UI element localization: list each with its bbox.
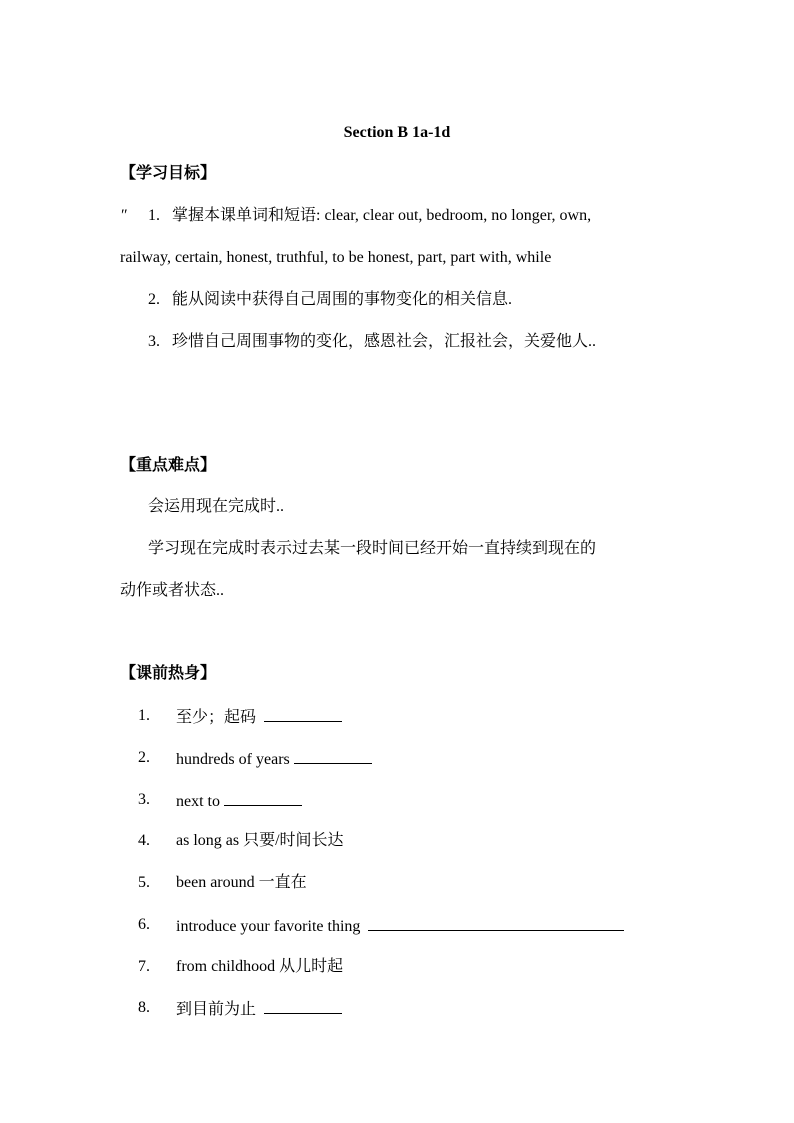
warmup-item-text: as long as 只要/时间长达: [176, 832, 344, 849]
answer-blank[interactable]: [264, 998, 342, 1014]
warmup-item-text: [176, 998, 342, 1020]
warmup-heading: 【课前热身】: [120, 665, 217, 682]
objective-1-number: 1.: [148, 207, 160, 224]
warmup-item-text: [176, 748, 372, 770]
warmup-item-text: [176, 915, 624, 937]
warmup-item-text: from childhood 从儿时起: [176, 958, 344, 975]
warmup-item-number: 4.: [138, 832, 150, 849]
warmup-item-label: next to: [176, 793, 220, 810]
warmup-item-text: [176, 790, 302, 812]
warmup-item-text: been around 一直在: [176, 874, 307, 891]
objective-1-text: 掌握本课单词和短语: clear, clear out, bedroom, no longer, own,: [172, 207, 592, 224]
warmup-item-text: [176, 706, 342, 728]
answer-blank[interactable]: [224, 790, 302, 806]
warmup-item-number: 5.: [138, 874, 150, 891]
warmup-item-label: introduce your favorite thing: [176, 918, 361, 935]
warmup-item-number: 7.: [138, 958, 150, 975]
warmup-item-number: 2.: [138, 749, 150, 766]
answer-blank[interactable]: [264, 706, 342, 722]
key-points-heading: 【重点难点】: [120, 457, 217, 474]
objective-2-number: 2.: [148, 291, 160, 308]
objective-2-text: 能从阅读中获得自己周围的事物变化的相关信息.: [172, 291, 513, 308]
warmup-item-number: 1.: [138, 707, 150, 724]
key-point-1: 会运用现在完成时..: [148, 498, 285, 515]
warmup-item-label: 至少；起码: [176, 709, 257, 726]
section-title: Section B 1a-1d: [343, 124, 451, 141]
warmup-item-label: 到目前为止: [176, 1001, 257, 1018]
objective-1-text-continued: railway, certain, honest, truthful, to be honest, part, part with, while: [120, 249, 552, 266]
warmup-item-number: 6.: [138, 916, 150, 933]
key-point-2-continued: 动作或者状态..: [120, 582, 225, 599]
warmup-item-number: 3.: [138, 791, 150, 808]
warmup-item-label: hundreds of years: [176, 751, 290, 768]
objective-3-text: 珍惜自己周围事物的变化，感恩社会，汇报社会，关爱他人..: [172, 333, 597, 350]
key-point-2: 学习现在完成时表示过去某一段时间已经开始一直持续到现在的: [148, 540, 597, 557]
warmup-item-number: 8.: [138, 999, 150, 1016]
objectives-mark: ″: [121, 207, 128, 224]
answer-blank[interactable]: [368, 915, 624, 931]
answer-blank[interactable]: [294, 748, 372, 764]
objectives-heading: 【学习目标】: [120, 165, 217, 182]
objective-3-number: 3.: [148, 333, 160, 350]
